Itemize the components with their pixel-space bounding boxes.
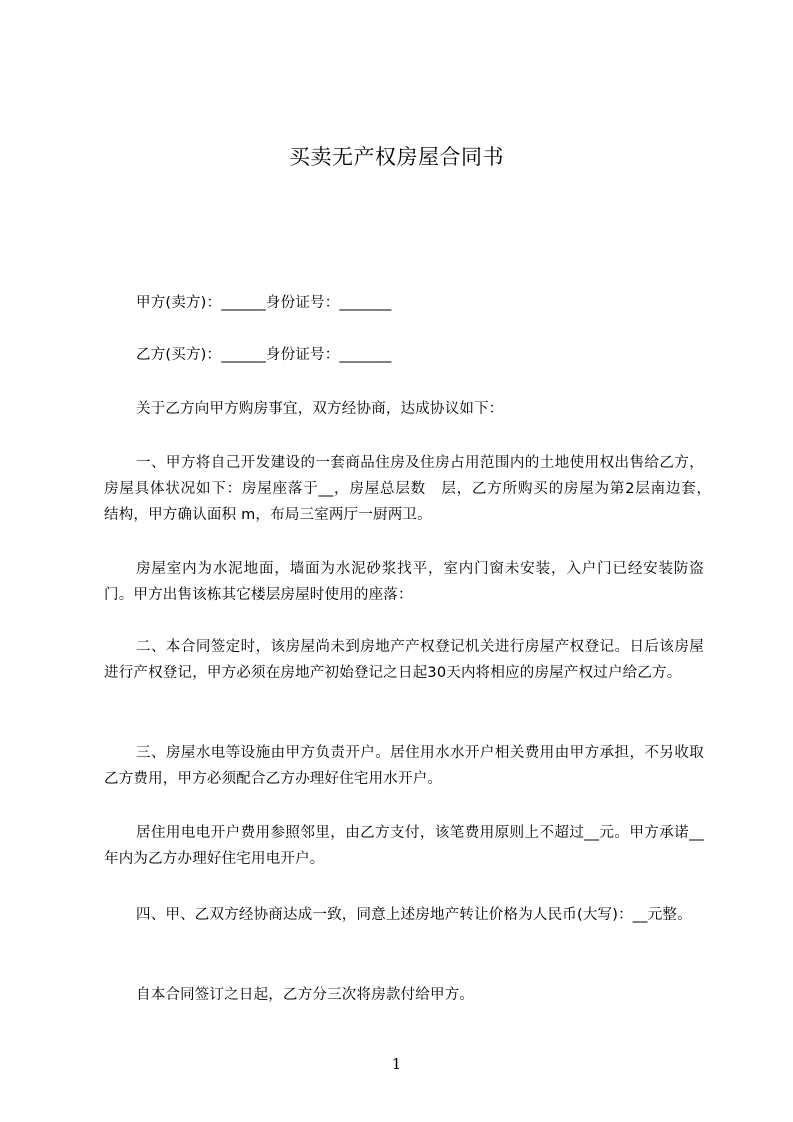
- clause-3-electricity-paragraph: 居住用电电开户费用参照邻里，由乙方支付，该笔费用原则上不超过__元。甲方承诺__年内为乙方办理好住宅用电开户。: [104, 825, 704, 867]
- clause-1-paragraph: 一、甲方将自己开发建设的一套商品住房及住房占用范围内的土地使用权出售给乙方，房屋具体状况如下：房屋座落于__，房屋总层数 层，乙方所购买的房屋为第2层南边套， 结构，甲方确认面积 m，布局三室两厅一厨两卫。: [104, 455, 719, 523]
- clause-1-interior-paragraph: 房屋室内为水泥地面，墙面为水泥砂浆找平，室内门窗未安装，入户门已经安装防盗门。甲方出售该栋其它楼层房屋时使用的座落：: [104, 561, 704, 603]
- document-title: 买卖无产权房屋合同书: [289, 145, 504, 169]
- preamble-paragraph: 关于乙方向甲方购房事宜，双方经协商，达成协议如下：: [136, 401, 504, 417]
- party-a-line: 甲方(卖方)：______身份证号：_______: [136, 295, 392, 311]
- party-b-line: 乙方(买方)：______身份证号：_______: [136, 347, 392, 363]
- clause-2-paragraph: 二、本合同签定时，该房屋尚未到房地产产权登记机关进行房屋产权登记。日后该房屋进行产权登记，甲方必须在房地产初始登记之日起30天内将相应的房屋产权过户给乙方。: [104, 639, 704, 681]
- clause-4-paragraph: 四、甲、乙双方经协商达成一致，同意上述房地产转让价格为人民币(大写)：__元整。: [136, 907, 692, 923]
- payment-paragraph: 自本合同签订之日起，乙方分三次将房款付给甲方。: [136, 987, 475, 1003]
- page-number: 1: [391, 1055, 402, 1073]
- clause-3-paragraph: 三、房屋水电等设施由甲方负责开户。居住用水水开户相关费用由甲方承担，不另收取乙方费用，甲方必须配合乙方办理好住宅用水开户。: [104, 745, 704, 787]
